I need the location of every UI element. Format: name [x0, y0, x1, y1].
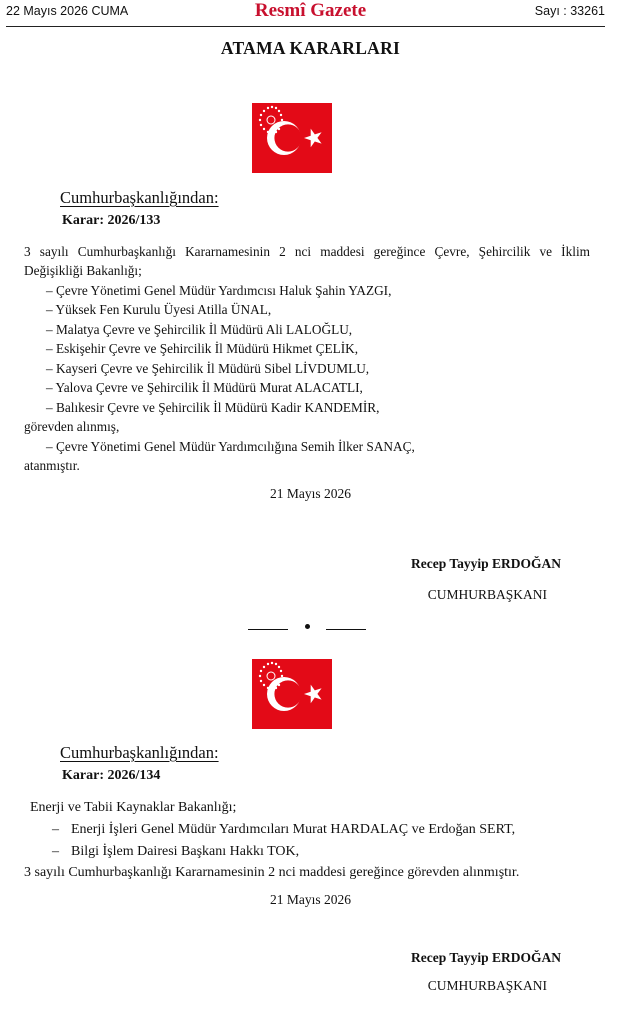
list-dash: – — [52, 844, 59, 859]
issuer-heading: Cumhurbaşkanlığından: — [60, 743, 219, 762]
dismissed-suffix: görevden alınmış, — [24, 419, 120, 434]
issue-date: 22 Mayıs 2026 CUMA — [6, 4, 129, 18]
list-dash: – — [52, 822, 59, 837]
decision-intro-line1: 3 sayılı Cumhurbaşkanlığı Kararnamesinin 2 nci maddesi gereğince Çevre, Şehircilik ve İklim — [24, 244, 590, 259]
turkish-flag-icon — [252, 103, 332, 173]
appointed-item: – Çevre Yönetimi Genel Müdür Yardımcılığına Semih İlker SANAÇ, — [46, 439, 415, 454]
decision-number: Karar: 2026/133 — [62, 213, 161, 228]
decision-number: Karar: 2026/134 — [62, 768, 161, 783]
list-item: Bilgi İşlem Dairesi Başkanı Hakkı TOK, — [71, 844, 300, 859]
decision-intro-line2: Değişikliği Bakanlığı; — [24, 263, 142, 278]
signer-title: CUMHURBAŞKANI — [427, 587, 547, 602]
list-item: Enerji İşleri Genel Müdür Yardımcıları Murat HARDALAÇ ve Erdoğan SERT, — [71, 822, 516, 837]
separator-line-left — [248, 629, 288, 630]
decision-intro: Enerji ve Tabii Kaynaklar Bakanlığı; — [30, 800, 237, 815]
decision-date: 21 Mayıs 2026 — [270, 892, 351, 907]
separator-dot — [305, 624, 310, 629]
issuer-heading: Cumhurbaşkanlığından: — [60, 188, 219, 207]
decision-date: 21 Mayıs 2026 — [270, 486, 351, 501]
signer-title: CUMHURBAŞKANI — [427, 978, 547, 993]
issue-number: Sayı : 33261 — [534, 4, 605, 18]
list-item: – Yüksek Fen Kurulu Üyesi Atilla ÜNAL, — [46, 302, 272, 317]
turkish-flag-icon — [252, 659, 332, 729]
decision-closing: 3 sayılı Cumhurbaşkanlığı Kararnamesinin 2 nci maddesi gereğince görevden alınmıştır. — [24, 865, 520, 880]
list-item: – Balıkesir Çevre ve Şehircilik İl Müdürü Kadir KANDEMİR, — [46, 400, 380, 415]
separator-line-right — [326, 629, 366, 630]
page-title: ATAMA KARARLARI — [220, 38, 401, 58]
list-item: – Kayseri Çevre ve Şehircilik İl Müdürü Sibel LİVDUMLU, — [46, 361, 370, 376]
signer-name: Recep Tayyip ERDOĞAN — [410, 556, 561, 571]
list-item: – Eskişehir Çevre ve Şehircilik İl Müdürü Hikmet ÇELİK, — [46, 341, 359, 356]
list-item: – Çevre Yönetimi Genel Müdür Yardımcısı Haluk Şahin YAZGI, — [46, 283, 392, 298]
masthead-title: Resmî Gazete — [254, 0, 367, 21]
header-divider — [6, 26, 605, 27]
signer-name: Recep Tayyip ERDOĞAN — [410, 950, 561, 965]
list-item: – Yalova Çevre ve Şehircilik İl Müdürü Murat ALACATLI, — [46, 380, 363, 395]
appointed-suffix: atanmıştır. — [24, 458, 80, 473]
list-item: – Malatya Çevre ve Şehircilik İl Müdürü Ali LALOĞLU, — [46, 322, 353, 337]
